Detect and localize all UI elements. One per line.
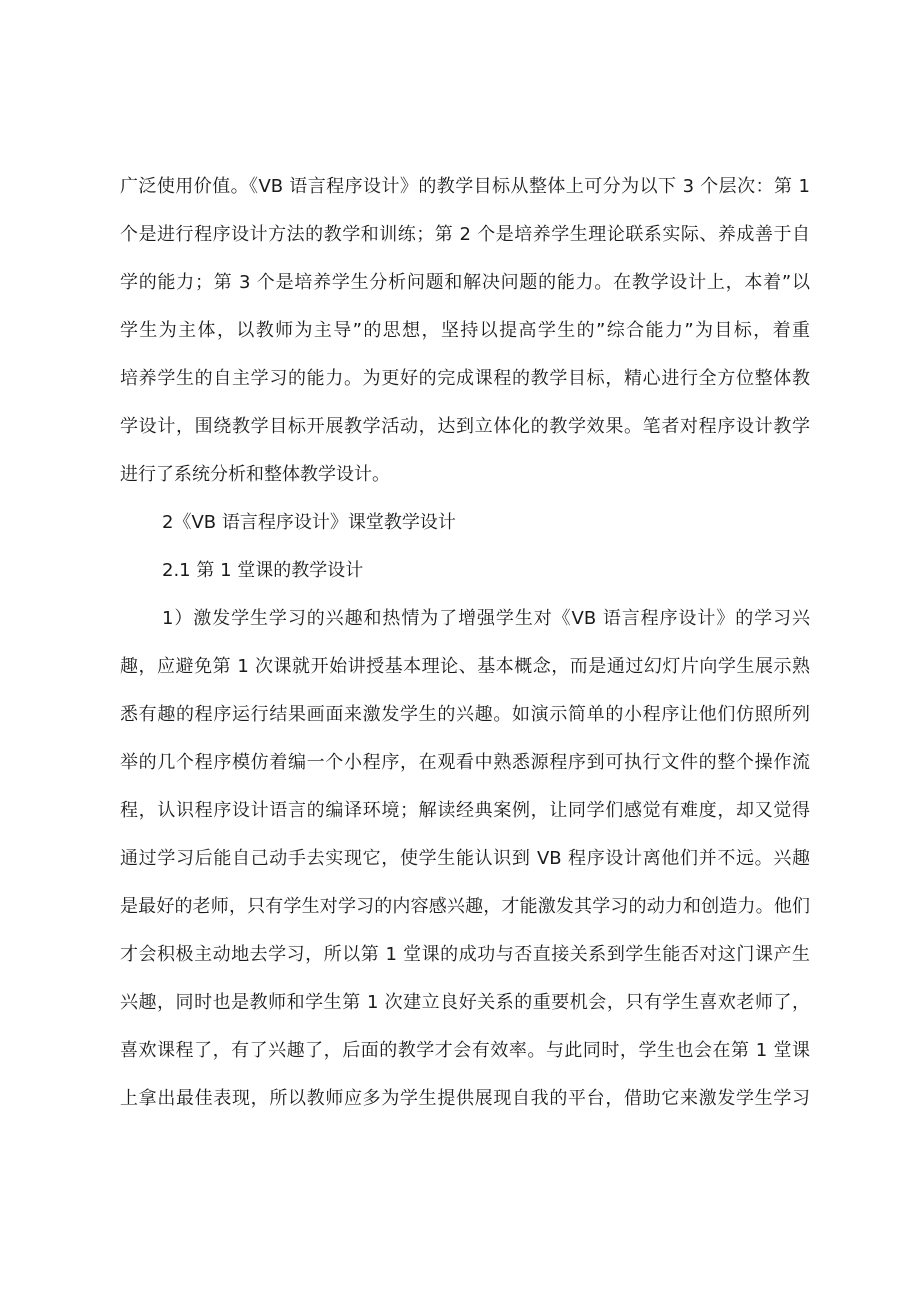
paragraph-line: 程，认识程序设计语言的编译环境；解读经典案例，让同学们感觉有难度，却又觉得: [120, 800, 810, 821]
paragraph-line: 举的几个程序模仿着编一个小程序，在观看中熟悉源程序到可执行文件的整个操作流: [120, 752, 810, 773]
paragraph-line: 学生为主体，以教师为主导”的思想，坚持以提高学生的”综合能力”为目标，着重: [120, 320, 810, 341]
paragraph-line: 才会积极主动地去学习，所以第 1 堂课的成功与否直接关系到学生能否对这门课产生: [120, 944, 810, 965]
subsection-heading: 2.1 第 1 堂课的教学设计: [162, 560, 364, 581]
paragraph-line: 学的能力；第 3 个是培养学生分析问题和解决问题的能力。在教学设计上，本着”以: [120, 272, 810, 293]
paragraph-line: 广泛使用价值。《VB 语言程序设计》的教学目标从整体上可分为以下 3 个层次：第 1: [120, 176, 810, 197]
paragraph-line: 进行了系统分析和整体教学设计。: [120, 464, 390, 485]
paragraph-line: 上拿出最佳表现，所以教师应多为学生提供展现自我的平台，借助它来激发学生学习: [120, 1088, 810, 1109]
document-body: [120, 163, 810, 1123]
paragraph-line: 悉有趣的程序运行结果画面来激发学生的兴趣。如演示简单的小程序让他们仿照所列: [120, 704, 810, 725]
paragraph-line: 1）激发学生学习的兴趣和热情为了增强学生对《VB 语言程序设计》的学习兴: [162, 608, 810, 629]
paragraph-line: 喜欢课程了，有了兴趣了，后面的教学才会有效率。与此同时，学生也会在第 1 堂课: [120, 1040, 810, 1061]
paragraph-line: 通过学习后能自己动手去实现它，使学生能认识到 VB 程序设计离他们并不远。兴趣: [120, 848, 810, 869]
paragraph-line: 兴趣，同时也是教师和学生第 1 次建立良好关系的重要机会，只有学生喜欢老师了，: [120, 992, 810, 1013]
paragraph-line: 是最好的老师，只有学生对学习的内容感兴趣，才能激发其学习的动力和创造力。他们: [120, 896, 810, 917]
paragraph-line: 个是进行程序设计方法的教学和训练；第 2 个是培养学生理论联系实际、养成善于自: [120, 224, 810, 245]
paragraph-line: 学设计，围绕教学目标开展教学活动，达到立体化的教学效果。笔者对程序设计教学: [120, 416, 810, 437]
paragraph-line: 培养学生的自主学习的能力。为更好的完成课程的教学目标，精心进行全方位整体教: [120, 368, 810, 389]
paragraph-line: 趣，应避免第 1 次课就开始讲授基本理论、基本概念，而是通过幻灯片向学生展示熟: [120, 656, 810, 677]
section-heading: 2《VB 语言程序设计》课堂教学设计: [162, 512, 456, 533]
